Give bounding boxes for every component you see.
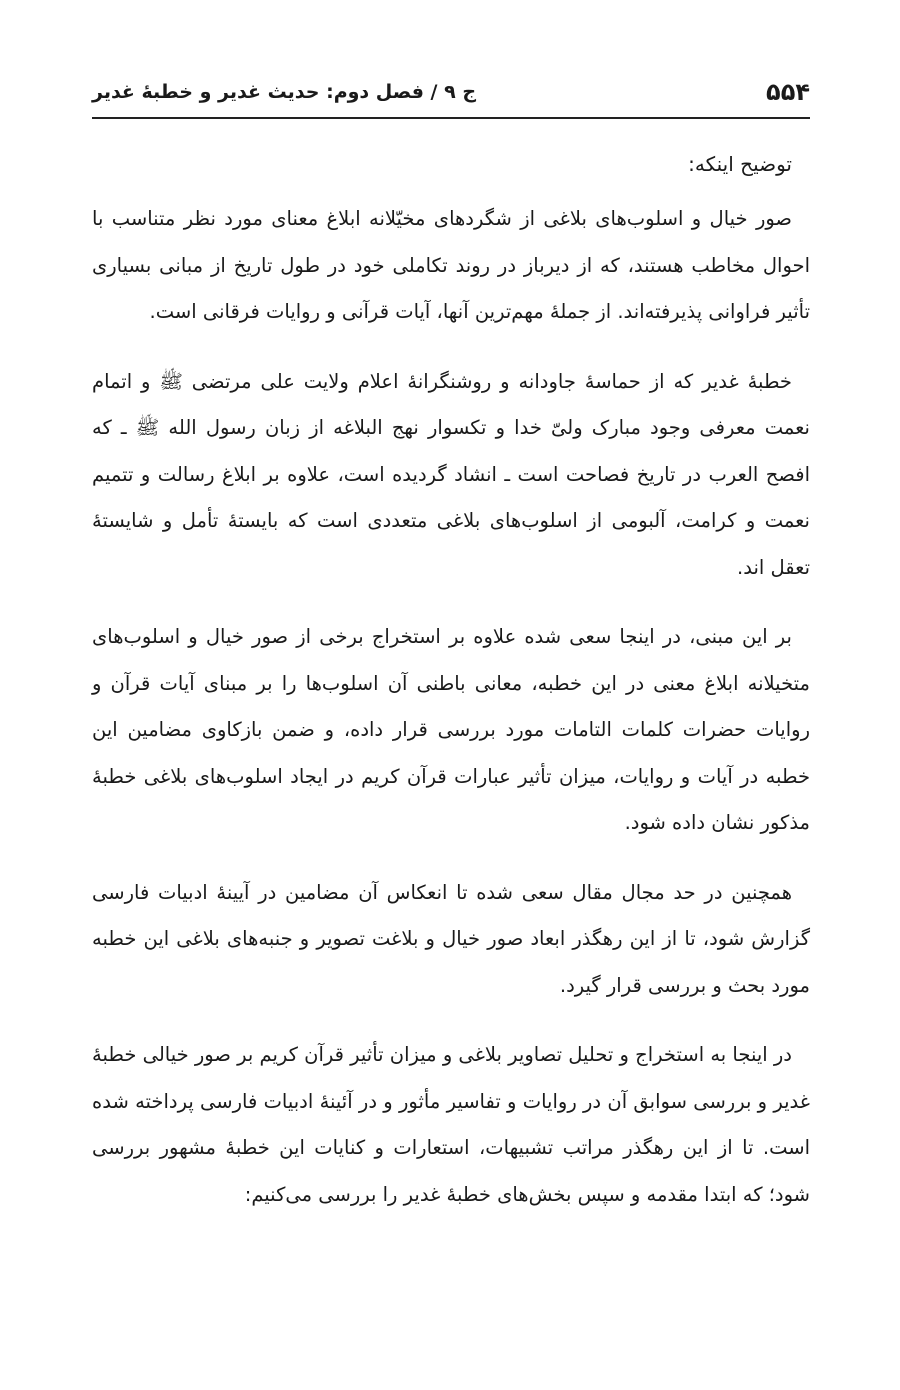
- paragraph-3: بر این مبنی، در اینجا سعی شده علاوه بر استخراج برخی از صور خیال و اسلوب‌های متخیلانه ابلاغ معنی در این خطبه، معانی باطنی آن اسلوب‌ها را بر مبنای آیات قرآن و روایات حضرات کلمات التامات مورد بررسی قرار داده، و ضمن بازکاوی مضامین این خطبه در آیات و روایات، میزان تأثیر عبارات قرآن کریم در ایجاد اسلوب‌های بلاغی خطبهٔ مذکور نشان داده شود.: [92, 625, 810, 834]
- book-page: [92, 0, 810, 1390]
- paragraph-2: خطبهٔ غدیر که از حماسهٔ جاودانه و روشنگرانهٔ اعلام ولایت علی مرتضی ﷺ و اتمام نعمت معرفی وجود مبارک ولیّ خدا و تکسوار نهج البلاغه از زبان رسول الله ﷺ ـ که افصح العرب در تاریخ فصاحت است ـ انشاد گردیده است، علاوه بر ابلاغ رسالت و تتمیم نعمت و کرامت، آلبومی از اسلوب‌های بلاغی متعددی است که بایستهٔ تأمل و شایستهٔ تعقل اند.: [92, 369, 810, 579]
- section-subheading: توضیح اینکه:: [688, 152, 792, 176]
- paragraph-4: همچنین در حد مجال مقال سعی شده تا انعکاس آن مضامین در آیینهٔ ادبیات فارسی گزارش شود، تا از این رهگذر ابعاد صور خیال و بلاغت تصویر و جنبه‌های بلاغی این خطبه مورد بحث و بررسی قرار گیرد.: [92, 880, 810, 997]
- body-text: [92, 140, 810, 1241]
- page-number: ۵۵۴: [766, 78, 810, 106]
- paragraph-1: صور خیال و اسلوب‌های بلاغی از شگردهای مخیّلانه ابلاغ معنای مورد نظر متناسب با احوال مخاطب هستند، که از دیرباز در روند تکاملی خود در طول تاریخ از مبانی بسیاری تأثیر فراوانی پذیرفته‌اند. از جملهٔ مهم‌ترین آنها، آیات قرآنی و روایات فرقانی است.: [92, 207, 810, 323]
- paragraph-5: در اینجا به استخراج و تحلیل تصاویر بلاغی و میزان تأثیر قرآن کریم بر صور خیالی خطبهٔ غدیر و بررسی سوابق آن در روایات و تفاسیر مأثور و در آئینهٔ ادبیات فارسی پرداخته شده است. تا از این رهگذر مراتب تشبیهات، استعارات و کنایات این خطبهٔ مشهور بررسی شود؛ که ابتدا مقدمه و سپس بخش‌های خطبهٔ غدیر را بررسی می‌کنیم:: [92, 1043, 810, 1206]
- running-title: ج ۹ / فصل دوم: حدیث غدیر و خطبهٔ غدیر: [92, 81, 477, 103]
- page-header: [92, 72, 810, 112]
- header-divider: [92, 117, 810, 119]
